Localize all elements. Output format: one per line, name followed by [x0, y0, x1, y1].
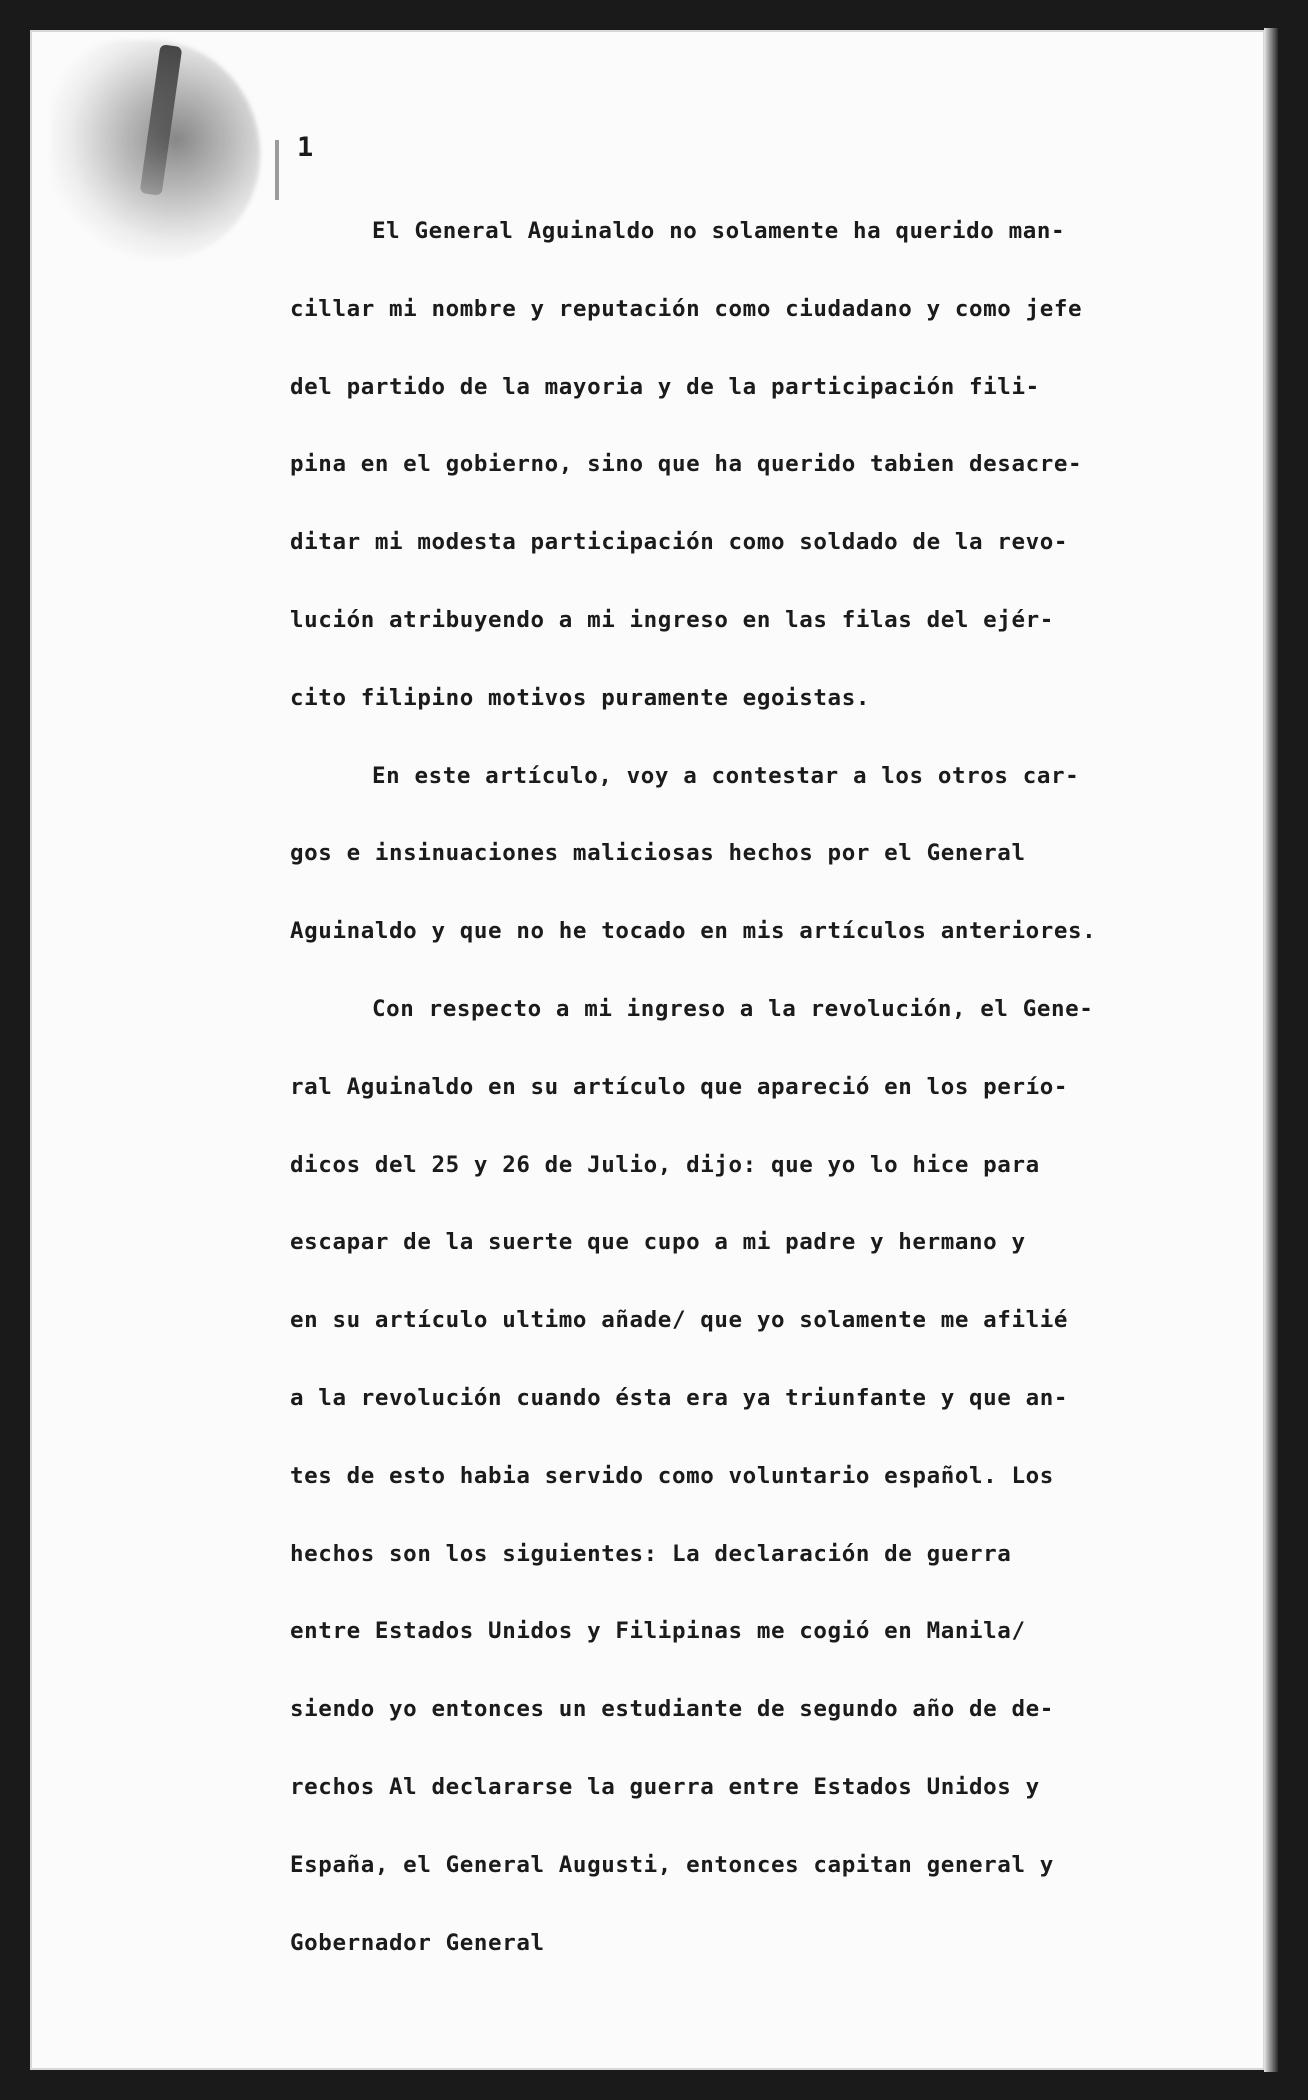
text-line: a la revolución cuando ésta era ya triunfante y que an- [290, 1384, 1069, 1411]
text-line: España, el General Augusti, entonces capitan general y [290, 1851, 1054, 1878]
text-line: cito filipino motivos puramente egoistas. [290, 684, 870, 711]
text-line: lución atribuyendo a mi ingreso en las filas del ejér- [290, 606, 1054, 633]
text-line: dicos del 25 y 26 de Julio, dijo: que yo lo hice para [290, 1151, 1040, 1178]
text-line: rechos Al declararse la guerra entre Estados Unidos y [290, 1773, 1040, 1800]
text-line: tes de esto habia servido como voluntario español. Los [290, 1462, 1054, 1489]
text-line: ral Aguinaldo en su artículo que apareció en los perío- [290, 1073, 1069, 1100]
text-line: Con respecto a mi ingreso a la revolución, el Gene- [372, 995, 1094, 1022]
text-line: Gobernador General [290, 1929, 545, 1956]
page-edge-shadow [1264, 28, 1278, 2072]
text-line: siendo yo entonces un estudiante de segundo año de de- [290, 1696, 1054, 1723]
text-line: entre Estados Unidos y Filipinas me cogió en Manila/ [290, 1618, 1026, 1645]
page-number: 1 [297, 132, 314, 163]
text-line: del partido de la mayoria y de la participación fili- [290, 373, 1040, 400]
text-line: ditar mi modesta participación como soldado de la revo- [290, 529, 1069, 556]
text-line: Aguinaldo y que no he tocado en mis artículos anteriores. [290, 918, 1097, 945]
typewritten-text [290, 210, 1170, 1999]
text-line: cillar mi nombre y reputación como ciudadano y como jefe [290, 295, 1083, 322]
text-line: escapar de la suerte que cupo a mi padre y hermano y [290, 1229, 1026, 1256]
text-line: El General Aguinaldo no solamente ha querido man- [372, 218, 1066, 244]
text-line: gos e insinuaciones maliciosas hechos por el General [290, 840, 1026, 867]
text-line: en su artículo ultimo añade/ que yo solamente me afilié [290, 1307, 1069, 1334]
text-line: En este artículo, voy a contestar a los otros car- [372, 762, 1080, 789]
text-line: hechos son los siguientes: La declaración de guerra [290, 1540, 1012, 1567]
margin-mark [275, 140, 279, 200]
text-line: pina en el gobierno, sino que ha querido tabien desacre- [290, 451, 1083, 478]
